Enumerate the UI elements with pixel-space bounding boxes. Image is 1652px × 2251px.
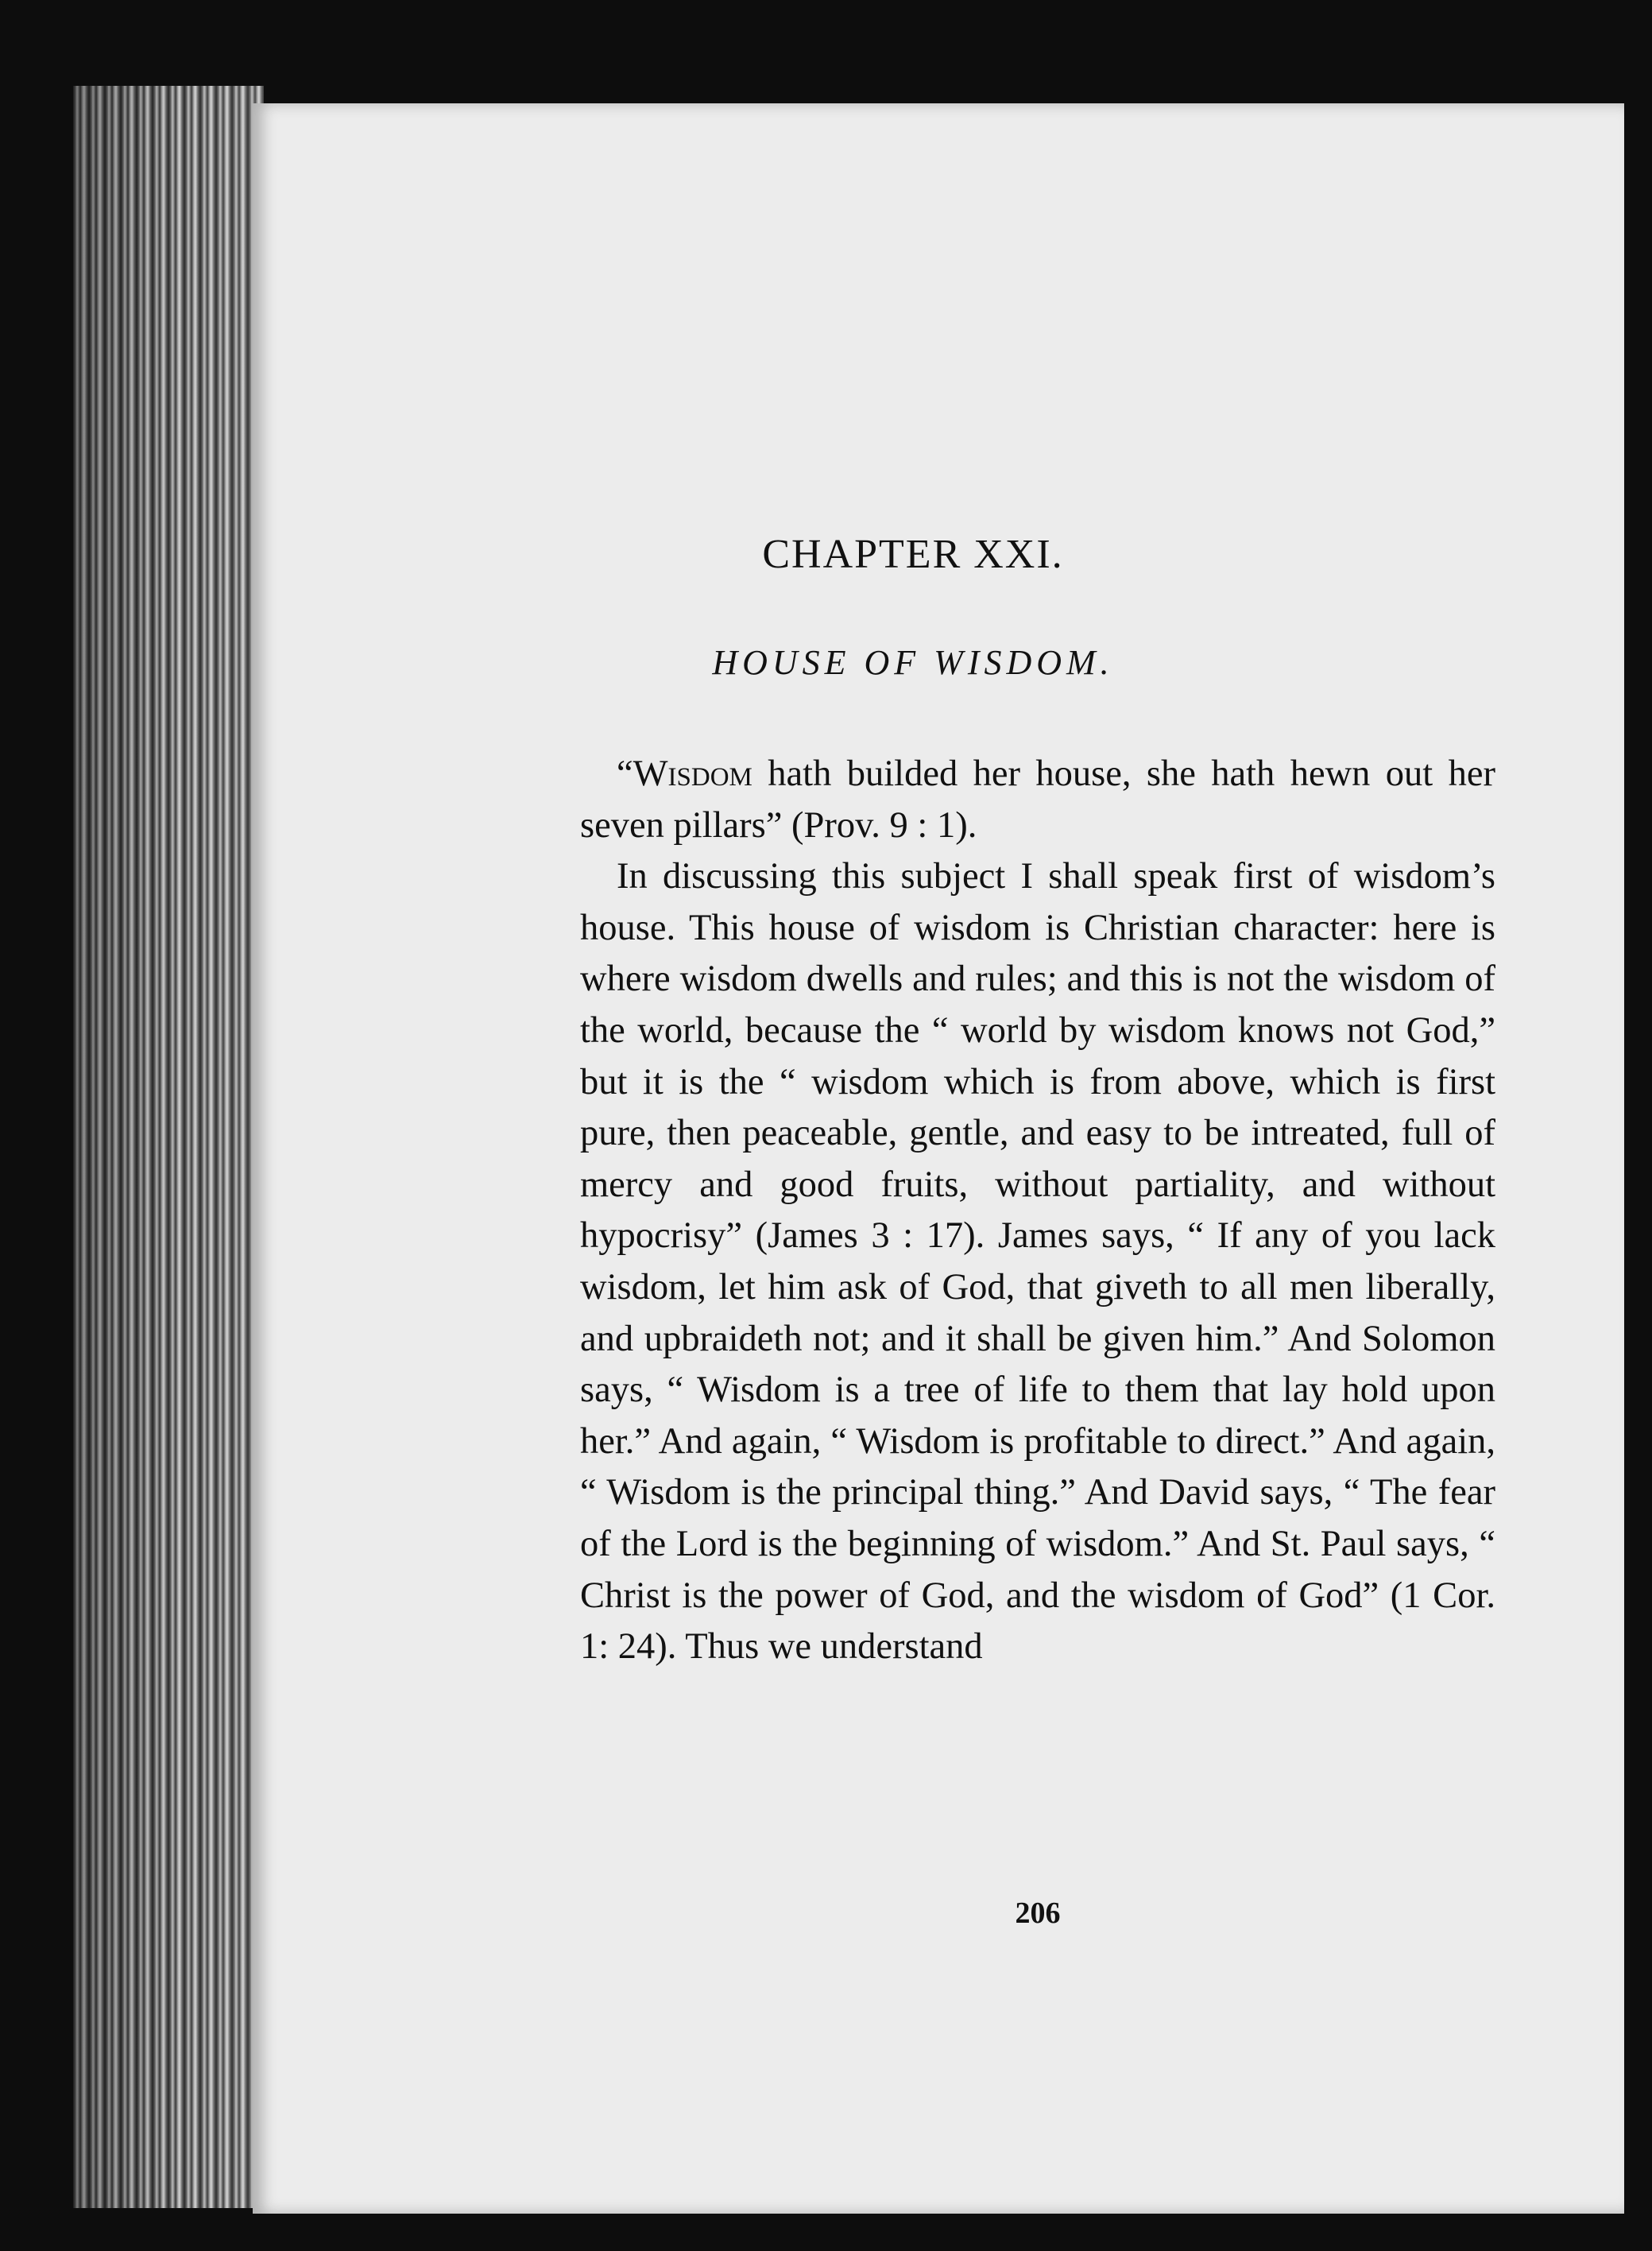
- section-title: HOUSE OF WISDOM.: [712, 643, 1114, 682]
- paragraph-epigraph: [580, 749, 1495, 851]
- chapter-title: CHAPTER XXI.: [762, 532, 1064, 577]
- page-content: [329, 0, 1497, 2251]
- epigraph-text: hath builded her house, she hath hewn out her seven pillars” (Prov. 9 : 1).: [580, 754, 1495, 846]
- book-page-edges: [73, 86, 264, 2208]
- page-number: 206: [1015, 1896, 1061, 1930]
- paragraph-discussion: In discussing this subject I shall speak first of wisdom’s house. This house of wisdom is Christian character: here is where wisdom dwells and rules; and this is not the wisdom of the world, because the “ world by wisdom knows not God,” but it is the “ wisdom which is from above, which is first pure, then peaceable, gentle, and easy to be intreated, full of mercy and good fruits, without partiality, and without hypocrisy” (James 3 : 17). James says, “ If any of you lack wisdom, let him ask of God, that giveth to all men liberally, and upbraideth not; and it shall be given him.” And Solomon says, “ Wisdom is a tree of life to them that lay hold upon her.” And again, “ Wisdom is profitable to direct.” And again, “ Wisdom is the principal thing.” And David says, “ The fear of the Lord is the beginning of wisdom.” And St. Paul says, “ Christ is the power of God, and the wisdom of God” (1 Cor. 1: 24). Thus we understand: [580, 856, 1495, 1668]
- open-quote: “: [617, 754, 633, 794]
- drop-word-wisdom: Wisdom: [633, 754, 752, 794]
- body-text: [580, 749, 1495, 1673]
